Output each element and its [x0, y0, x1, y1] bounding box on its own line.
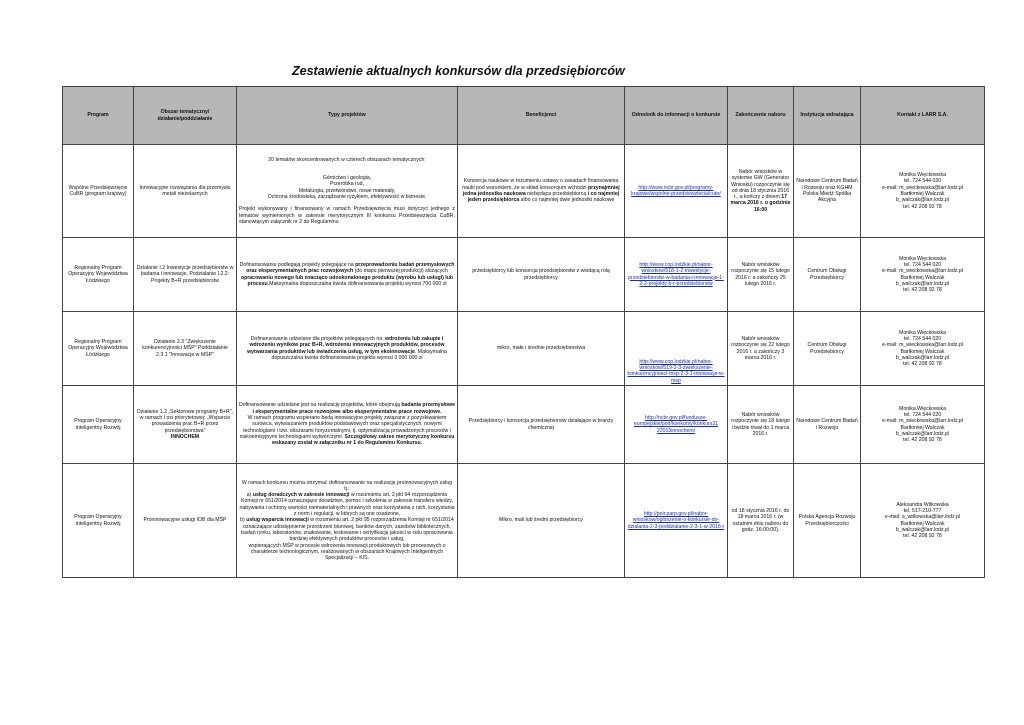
project-types-bold: usług doradczych w zakresie innowacji	[252, 492, 350, 499]
project-types-bold: przeprowadzeniu badań przemysłowych oraz eksperymentalnych prac rozwojowych	[246, 261, 455, 275]
header-program: Program	[63, 87, 134, 145]
contact-line: Bartłomiej Walczak	[900, 274, 945, 281]
contact-line: Monika Więckowska	[899, 172, 946, 179]
project-types-item: Górnictwo i geologia,	[322, 175, 372, 182]
cell-contact	[861, 238, 985, 312]
contact-line: Aleksandra Witkowska	[896, 501, 949, 508]
cell-area	[134, 386, 237, 464]
contact-line: Bartłomiej Walczak	[900, 348, 945, 355]
contact-line: b_walczak@larr.lodz.pl	[895, 197, 950, 204]
header-area: Obszar tematyczny/ działanie/poddziałanie	[134, 87, 237, 145]
header-end-date: Zakończenie naboru	[728, 87, 794, 145]
project-types-text: .Maksymalna dopuszczalna kwota dofinansowania projektu wynosi 700 000 zł	[267, 280, 447, 287]
contact-line: tel. 42 208 92 78	[903, 437, 942, 444]
contact-line: Monika Więckowska	[899, 405, 946, 412]
cell-end-date: Nabór wniosków rozpoczynie się 18 lutego i będzie trwał do 1 marca 2016 r.	[728, 386, 794, 464]
cell-program: Regionalny Program Operacyjny Województwa Łódzkiego	[63, 238, 134, 312]
cell-area: Proinnowacyjne usługi IOB dla MŚP	[134, 464, 237, 578]
project-types-bold: opracowaniu nowego lub znacząco udoskonalonego produktu (wyrobu lub usługi) lub procesu	[240, 274, 454, 287]
contact-line: tel. 517-210-777	[903, 507, 942, 514]
cell-link	[625, 145, 728, 238]
project-types-text: (do etapu pierwszej produkcji) służących	[353, 268, 448, 275]
project-types-text: w rozumieniu art. 2 pkt 94 rozporządzenia Komisji nr 651/2014 oznaczające doradztwo, pomoc i szkolenia w zakresie transferu wiedzy, nabywania i ochrony wartości niematerialnych i prawnych oraz korzystania z nich, korzystania z norm i regulacji, w których są one osadzone,	[239, 492, 455, 518]
cell-program: Program Operacyjny Inteligentny Rozwój	[63, 386, 134, 464]
cell-program: Regionalny Program Operacyjny Województwa Łódzkiego	[63, 312, 134, 386]
contact-line: tel. 42 208 92 78	[903, 361, 942, 368]
contact-line: tel. 724 544 020	[903, 411, 942, 418]
cell-program: Wspólne Przedsięwzięcie CuBR (program krajowy)	[63, 145, 134, 238]
contact-line: Monika Więckowska	[899, 255, 946, 262]
cell-program: Program Operacyjny Inteligentny Rozwój	[63, 464, 134, 578]
cell-institution: Narodowe Centrum Badań i Rozwoju oraz KGHM Polska Miedź Spółka Akcyjna	[794, 145, 861, 238]
cell-beneficiaries: przedsiębiorcy lub konsorcja przedsiębiorstw z wiodącą rolą przedsiębiorcy	[458, 238, 625, 312]
project-types-note: Projekt wykonywany i finansowany w ramach Przedsięwzięcia musi dotyczyć jednego z tematów wymienionych w zakresie merytorycznym III konkursu Przedsięwzięcia CuBR, stanowiącym załącznik nr 2 do Regulaminu	[239, 206, 455, 225]
header-institution: Instytucja wdrażająca	[794, 87, 861, 145]
cell-beneficiaries: mikro, małe i średnie przedsiębiorstwa	[458, 312, 625, 386]
beneficiaries-bold: przynajmniej jedna jednostka naukowa	[462, 184, 620, 197]
cell-contact	[861, 464, 985, 578]
header-project-types: Typy projektów	[237, 87, 458, 145]
project-types-text: b)	[240, 517, 247, 524]
cell-project-types	[237, 145, 458, 238]
contact-line: b_walczak@larr.lodz.pl	[895, 280, 950, 287]
beneficiaries-text: Konsorcja naukowe w rozumieniu ustawy o zasadach finansowania nauki pod warunkiem, że w skład konsorcjum wchodzi	[462, 178, 619, 191]
cell-contact	[861, 312, 985, 386]
cell-end-date: Nabór wniosków rozpoczynie się 22 lutego 2016 r. a zakończy 3 marca 2016 r.	[728, 312, 794, 386]
project-types-text: . Maksymalna dopuszczalna kwota dofinansowania projektu wynosi 3 000 000 zł	[271, 348, 447, 361]
project-types-bold: wdrożeniu lub zakupie i wdrożeniu wyników prac B+R, wdrożeniu innowacyjnych produktów, procesów wytwarzania produktów lub świadczenia usług, w tym ekoinnowacje	[247, 335, 445, 355]
table-row	[63, 238, 985, 312]
competition-link[interactable]: http://www.cop.lodzkie.pl/nabor-wnioskow/518-1-2-inwestycje-przedsiebiorstw-w-badania-i-innowacje-1-2-2-projekty-b-r-przedsiebiorstw	[628, 261, 724, 287]
contact-line: Monika Więckowska	[899, 329, 946, 336]
project-types-para: wspierających MŚP w procesie wdrożenia innowacji produktowych lub procesowych o charakterze technologicznym, realizowanych w obszarach Krajowych Inteligentnych Specjalizacji – KIS.	[248, 542, 446, 562]
project-types-text: W ramach programu wspierane będą innowacyjne projekty związane z pozyskiwaniem surowca, wytwarzaniem produktów podstawowych oraz specjalistycznych, nowymi technologiami i tzw. obszarami horyzontalnymi, tj. optymalizacją prowadzonych procesów i niskoemisyjnymi technologiami wytwórczymi.	[239, 415, 451, 440]
contact-line: b_walczak@larr.lodz.pl	[895, 430, 950, 437]
project-types-item: Przeróbka rud,	[329, 181, 365, 188]
table-row	[63, 312, 985, 386]
table-row	[63, 145, 985, 238]
cell-institution: Centrum Obsługi Przedsiębiorcy	[794, 312, 861, 386]
contact-line: tel. 724 544 020	[903, 261, 942, 268]
table-row	[63, 386, 985, 464]
cell-area: Innowacyjne rozwiązania dla przemysłu metali nieżelaznych	[134, 145, 237, 238]
cell-end-date	[728, 145, 794, 238]
cell-project-types	[237, 312, 458, 386]
cell-institution: Centrum Obsługi Przedsiębiorcy	[794, 238, 861, 312]
contact-line: e-mail: m_wieckowska@larr.lodz.pl	[882, 342, 963, 349]
cell-project-types	[237, 386, 458, 464]
cell-institution: Narodowe Centrum Badań i Rozwoju	[794, 386, 861, 464]
cell-contact	[861, 386, 985, 464]
project-types-item: Ochrona środowiska, zarządzanie ryzykiem, efektywność w biznesie.	[267, 194, 427, 200]
beneficiaries-bold: i co najmniej jeden przedsiębiorca	[467, 191, 620, 204]
project-types-para: W ramach konkursu można otrzymać dofinansowanie na realizację proinnowacyjnych usług tj.:	[241, 479, 453, 492]
beneficiaries-text: albo co najmniej dwie jednostki naukowe	[519, 197, 615, 204]
cell-end-date: od 18 stycznia 2016 r. do 18 marca 2016 r. (w ostatnim dniu naboru do godz. 16:00:00).	[728, 464, 794, 578]
cell-link	[625, 238, 728, 312]
project-types-item: Metalurgia, przetwórstwo, nowe materiały,	[298, 187, 396, 194]
contact-line: Bartłomiej Walczak	[900, 520, 945, 527]
cell-area: Działanie I.2 Inwestycje przedsiębiorstw w badania i innowacje, Podziałanie I.2.2: Projekty B+R przedsiębiorstw	[134, 238, 237, 312]
project-types-bold: badania przemysłowe i eksperymentalne prace rozwojowe albo eksperymentalne prace rozwojowe.	[252, 402, 455, 415]
competition-link[interactable]: http://poir.parp.gov.pl/nabor-wnioskow/ogloszenie-o-konkursie-do-dzialania-2-3-poddzialanie-2-3-1-w-2015-r	[627, 511, 725, 530]
project-types-bold: usług wsparcia innowacji	[246, 517, 309, 524]
header-contact: Kontakt z LARR S.A.	[861, 87, 985, 145]
project-types-text: w rozumieniu art. 2 pkt 95 rozporządzenia Komisji nr 651/2014 oznaczające udostępnienie przestrzeni biurowej, banków danych, zasobów bibliotecznych, badań rynku, laboratoriów, znakowanie, testowanie i certyfikację jakości w celu opracowania bardziej efektywnych produktów procesów i usług,	[241, 517, 454, 543]
header-beneficiaries: Beneficjenci	[458, 87, 625, 145]
header-link: Odnośnik do informacji o konkursie	[625, 87, 728, 145]
table-row	[63, 464, 985, 578]
contact-line: Bartłomiej Walczak	[900, 191, 945, 197]
project-types-text: Dofinansowanie udzielane jest na realizację projektów, które obejmują	[239, 402, 402, 409]
table-header-row	[63, 87, 985, 145]
contact-line: e-mail: m_wieckowska@larr.lodz.pl	[882, 184, 963, 191]
cell-contact	[861, 145, 985, 238]
cell-link	[625, 386, 728, 464]
cell-institution: Polska Agencja Rozwoju Przedsiębiorczości	[794, 464, 861, 578]
competition-link[interactable]: http://www.ncbr.gov.pl/programy-krajowe/wspolne-przedsiewziecia/cubr/	[631, 184, 721, 197]
contact-line: Bartłomiej Walczak	[900, 424, 945, 431]
project-types-para	[239, 517, 455, 542]
project-types-text: a)	[246, 492, 253, 499]
competition-link[interactable]: http://www.cop.lodzkie.pl/nabor-wnioskow/519-2-3-zwiekszenie-konkurencyjnosci-msp-2-3-1-innowacje-w-msp	[627, 358, 725, 384]
cell-end-date: Nabór wniosków rozpoczynie się 15 lutego 2016 r. a zakończy 25 lutego 2016 r.	[728, 238, 794, 312]
contact-line: tel. 724 544 020	[903, 178, 942, 185]
project-types-intro: 20 tematów skoncentrowanych w czterech obszarach tematycznych:	[268, 156, 426, 163]
cell-project-types	[237, 238, 458, 312]
cell-beneficiaries: Przedsiębiorcy i konsorcja przedsiębiorstw działające w branży chemicznej	[458, 386, 625, 464]
cell-link	[625, 464, 728, 578]
contact-line: tel. 42 208 92 78	[903, 533, 942, 540]
contact-line: tel. 42 208 92 78	[903, 203, 942, 210]
contact-line: e-mail: a_witkowska@larr.lodz.pl	[884, 514, 961, 521]
page-title: Zestawienie aktualnych konkursów dla przedsiębiorców	[292, 64, 625, 78]
area-text: Działanie 1.2 „Sektorowe programy B+R", w ramach I osi priorytetowej: „Wsparcie prowadzenia prac B+R przez przedsiębiorstwa"	[137, 408, 233, 434]
cell-area: Działanie 2.3 "Zwiększenie konkurencyjności MŚP" Poddziałanie 2.3.1 "Innowacje w MŚP"	[134, 312, 237, 386]
cell-link	[625, 312, 728, 386]
cell-project-types	[237, 464, 458, 578]
competitions-table	[62, 86, 985, 578]
project-types-text: Dofinansowaniu podlegają projekty polegające na	[239, 261, 356, 268]
end-date-bold: 17 marca 2016 r. o godzinie 16:00	[730, 194, 791, 213]
contact-line: tel. 724 544 020	[903, 335, 942, 342]
contact-line: b_walczak@larr.lodz.pl	[895, 526, 950, 533]
project-types-para	[239, 492, 455, 517]
contact-line: b_walczak@larr.lodz.pl	[895, 354, 950, 361]
competition-link[interactable]: http://ncbr.gov.pl/fundusze-europejskie/poir/konkursy/konkurs31 22015innochem/	[633, 415, 719, 434]
area-bold: INNOCHEM	[170, 433, 200, 440]
project-types-bold: Szczegółowy zakres merytoryczny konkursu wskazany został w załączniku nr 1 do Regulaminu Konkursu.	[271, 433, 455, 447]
contact-line: e-mail: m_wieckowska@larr.lodz.pl	[882, 418, 963, 425]
beneficiaries-text: niebędąca przedsiębiorcą	[525, 191, 588, 197]
end-date-text: Nabór wniosków w systemie GW (Generator Wniosku) rozpoczynie się od dnia 18 stycznia 2016 r., a kończy z dniem	[731, 168, 790, 201]
project-types-text: Dofinansowanie udzielane dla projektów polegających na:	[250, 335, 386, 342]
contact-line: e-mail: m_wieckowska@larr.lodz.pl	[882, 268, 963, 275]
project-types-para	[239, 415, 455, 446]
cell-beneficiaries	[458, 145, 625, 238]
project-types-para	[239, 402, 455, 415]
cell-beneficiaries: Mikro, mali lub średni przedsiębiorcy	[458, 464, 625, 578]
contact-line: tel. 42 208 92 78	[903, 287, 942, 294]
